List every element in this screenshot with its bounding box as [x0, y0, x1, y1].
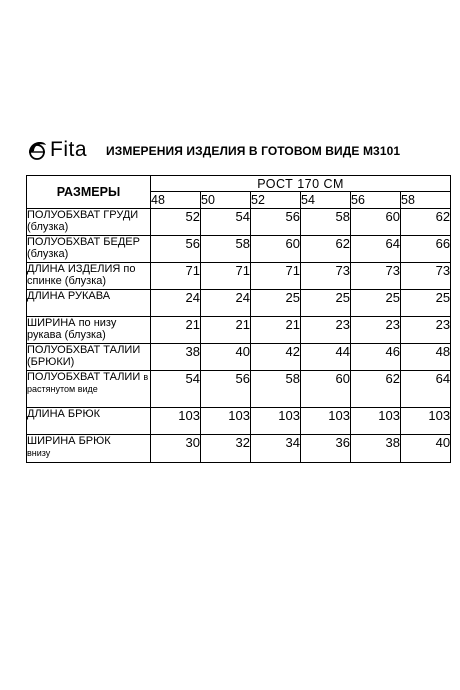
measurement-value: 36	[301, 435, 351, 463]
measurement-value: 52	[151, 209, 201, 236]
measurement-value: 66	[401, 236, 451, 263]
measurement-value: 58	[201, 236, 251, 263]
measurement-value: 21	[251, 317, 301, 344]
measurement-value: 25	[401, 290, 451, 317]
table-row	[27, 435, 451, 463]
measurement-value: 60	[251, 236, 301, 263]
measurement-value: 23	[301, 317, 351, 344]
measurement-value: 24	[151, 290, 201, 317]
measurement-label	[27, 435, 151, 463]
size-column-header: 48	[151, 192, 201, 209]
measurement-value: 71	[151, 263, 201, 290]
header	[0, 0, 460, 180]
measurement-value: 73	[301, 263, 351, 290]
table-row	[27, 344, 451, 371]
measurement-label	[27, 290, 151, 317]
measurement-value: 56	[151, 236, 201, 263]
measurement-value: 38	[151, 344, 201, 371]
table-row	[27, 408, 451, 435]
measurement-label	[27, 371, 151, 408]
table-row	[27, 209, 451, 236]
table-header-row	[27, 176, 451, 192]
measurement-value: 60	[351, 209, 401, 236]
fita-leaf-logo-icon	[26, 137, 48, 161]
table-row	[27, 290, 451, 317]
measurement-value: 25	[351, 290, 401, 317]
measurement-note: в растянутом виде	[27, 372, 149, 394]
measurement-label	[27, 344, 151, 371]
measurement-value: 34	[251, 435, 301, 463]
height-header: РОСТ 170 СМ	[151, 176, 451, 192]
page-title: ИЗМЕРЕНИЯ ИЗДЕЛИЯ В ГОТОВОМ ВИДЕ М3101	[106, 144, 401, 158]
size-column-header: 54	[301, 192, 351, 209]
measurement-value: 103	[401, 408, 451, 435]
measurement-name: ПОЛУОБХВАТ ГРУДИ (блузка)	[27, 209, 139, 233]
measurement-value: 54	[151, 371, 201, 408]
measurement-label	[27, 209, 151, 236]
measurement-value: 46	[351, 344, 401, 371]
measurement-name: ПОЛУОБХВАТ ТАЛИИ	[27, 371, 141, 383]
measurement-name: ПОЛУОБХВАТ БЕДЕР (блузка)	[27, 236, 140, 260]
measurement-value: 73	[351, 263, 401, 290]
measurement-value: 21	[151, 317, 201, 344]
size-column-header: 50	[201, 192, 251, 209]
measurement-label	[27, 263, 151, 290]
measurement-value: 103	[151, 408, 201, 435]
table-row	[27, 317, 451, 344]
measurement-name: ДЛИНА БРЮК	[27, 408, 100, 420]
measurement-value: 62	[401, 209, 451, 236]
measurement-value: 64	[351, 236, 401, 263]
measurement-note: внизу	[27, 448, 51, 458]
measurement-value: 44	[301, 344, 351, 371]
measurement-name: ДЛИНА РУКАВА	[27, 290, 111, 302]
measurement-value: 103	[351, 408, 401, 435]
measurement-value: 54	[201, 209, 251, 236]
measurement-value: 71	[251, 263, 301, 290]
measurement-name: ДЛИНА ИЗДЕЛИЯ по спинке (блузка)	[27, 263, 136, 287]
measurement-value: 48	[401, 344, 451, 371]
measurement-value: 58	[301, 209, 351, 236]
measurements-table	[26, 175, 451, 463]
table-row	[27, 263, 451, 290]
measurement-value: 73	[401, 263, 451, 290]
measurement-value: 64	[401, 371, 451, 408]
measurement-value: 103	[301, 408, 351, 435]
measurement-label	[27, 236, 151, 263]
measurement-value: 56	[251, 209, 301, 236]
sizes-header: РАЗМЕРЫ	[27, 176, 151, 209]
measurement-value: 62	[301, 236, 351, 263]
brand-logo	[26, 137, 87, 161]
table-row	[27, 236, 451, 263]
measurement-value: 21	[201, 317, 251, 344]
brand-name: Fita	[50, 137, 88, 161]
measurement-value: 25	[251, 290, 301, 317]
size-column-header: 56	[351, 192, 401, 209]
measurement-value: 62	[351, 371, 401, 408]
measurement-name: ПОЛУОБХВАТ ТАЛИИ (БРЮКИ)	[27, 344, 141, 368]
measurement-value: 23	[351, 317, 401, 344]
measurement-value: 32	[201, 435, 251, 463]
measurement-label	[27, 408, 151, 435]
measurement-value: 40	[201, 344, 251, 371]
measurement-value: 58	[251, 371, 301, 408]
measurement-value: 25	[301, 290, 351, 317]
measurement-value: 40	[401, 435, 451, 463]
measurement-value: 56	[201, 371, 251, 408]
measurement-value: 71	[201, 263, 251, 290]
measurement-value: 60	[301, 371, 351, 408]
measurement-value: 42	[251, 344, 301, 371]
size-column-header: 52	[251, 192, 301, 209]
measurement-name: ШИРИНА по низу рукава (блузка)	[27, 317, 117, 341]
measurement-label	[27, 317, 151, 344]
measurement-value: 103	[201, 408, 251, 435]
size-column-header: 58	[401, 192, 451, 209]
table-body	[27, 209, 451, 463]
measurement-value: 38	[351, 435, 401, 463]
measurement-value: 30	[151, 435, 201, 463]
measurement-value: 103	[251, 408, 301, 435]
measurement-value: 23	[401, 317, 451, 344]
measurement-value: 24	[201, 290, 251, 317]
measurement-name: ШИРИНА БРЮК	[27, 435, 111, 447]
table-row	[27, 371, 451, 408]
